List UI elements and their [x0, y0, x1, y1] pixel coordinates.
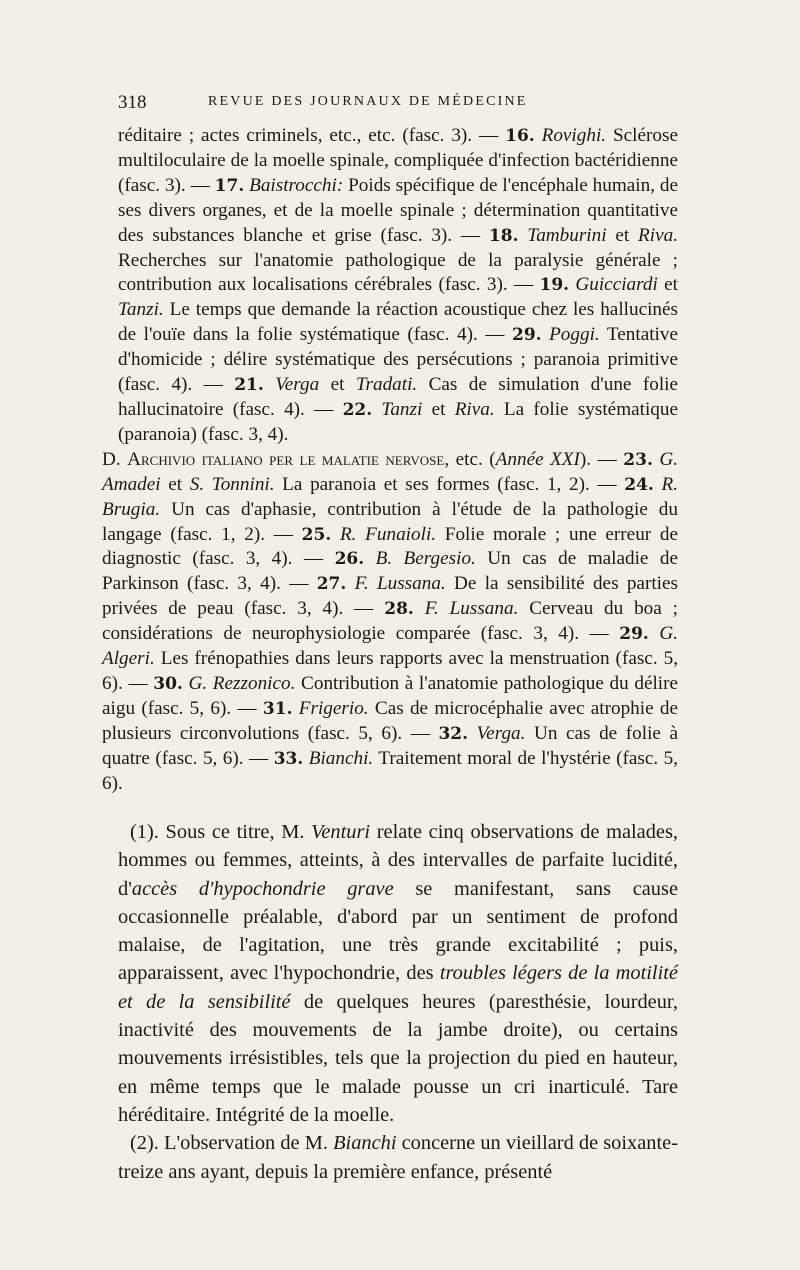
- entry-number: 25.: [301, 524, 332, 545]
- entry-number: 16.: [505, 126, 535, 146]
- author-name: R. Funaioli.: [339, 523, 437, 545]
- author-name: Verga.: [476, 722, 526, 744]
- bibliography-paragraph: réditaire ; actes criminels, etc., etc. (fasc. 3). — 16. Rovighi. Sclérose multiloculaire de la moelle spinale, compliquée d'infection bactéridienne (fasc. 3). — 17. Baistrocchi: Poids spécifique de l'encéphale humain, de ses divers organes, et de la moelle spinale ; détermination quantitative des substances blanche et grise (fasc. 3). — 18. Tamburini et Riva. Recherches sur l'anatomie pathologique de la paralysie générale ; contribution aux localisations cérébrales (fasc. 3). — 19. Guicciardi et Tanzi. Le temps que demande la réaction acoustique chez les hallucinés de l'ouïe dans la folie systématique (fasc. 4). — 29. Poggi. Tentative d'homicide ; délire systématique des persécutions ; paranoia primitive (fasc. 4). — 21. Verga et Tradati. Cas de simulation d'une folie hallucinatoire (fasc. 4). — 22. Tanzi et Riva. La folie systématique (paranoia) (fasc. 3, 4).: [118, 125, 679, 445]
- entry-number: 17.: [214, 175, 245, 196]
- entry-number: 27.: [316, 574, 347, 595]
- author-name: B. Bergesio.: [375, 548, 476, 570]
- author-name: Année XXI: [495, 448, 580, 470]
- entry-number: 28.: [384, 599, 414, 620]
- page-header: [118, 92, 678, 118]
- author-name: F. Lussana.: [424, 598, 519, 620]
- author-name: G. Algeri.: [102, 623, 679, 670]
- footnotes: [118, 818, 678, 1186]
- page-number: 318: [118, 92, 147, 113]
- author-name: G. Rezzonico.: [188, 672, 296, 694]
- author-name: Venturi: [311, 821, 371, 843]
- entry-number: 29.: [619, 624, 649, 645]
- author-name: F. Lussana.: [354, 573, 446, 595]
- author-name: R. Brugia.: [102, 473, 678, 520]
- entry-number: 24.: [624, 474, 654, 495]
- author-name: Bianchi: [333, 1132, 397, 1155]
- author-name: Rovighi.: [541, 125, 607, 146]
- author-name: Poggi.: [549, 324, 600, 346]
- author-name: Tanzi.: [118, 299, 164, 321]
- author-name: Baistrocchi:: [249, 174, 344, 196]
- entry-number: 32.: [438, 723, 469, 744]
- author-name: Riva.: [638, 224, 678, 246]
- author-name: Tanzi: [381, 398, 423, 420]
- author-name: S. Tonnini.: [189, 473, 275, 495]
- journal-title: Archivio italiano per le malatie nervose,: [127, 448, 450, 470]
- entry-number: 19.: [539, 275, 570, 296]
- entry-number: 31.: [262, 698, 293, 719]
- author-name: Tamburini: [527, 224, 607, 246]
- bibliography-list: [102, 124, 679, 796]
- author-name: Bianchi.: [308, 747, 374, 769]
- author-name: Frigerio.: [298, 697, 369, 719]
- author-name: G. Amadei: [102, 448, 679, 495]
- author-name: troubles légers de la motilité et de la sensibilité: [118, 962, 678, 1013]
- entry-number: 18.: [488, 225, 519, 246]
- footnote-2: (2). L'observation de M. Bianchi concerne un vieillard de soixante-treize ans ayant, depuis la première enfance, présenté: [118, 1132, 678, 1183]
- author-name: Tradati.: [355, 374, 418, 396]
- footnote-1: (1). Sous ce titre, M. Venturi relate cinq observations de malades, hommes ou femmes, atteints, à des intervalles de parfaite lucidité, d'accès d'hypochondrie grave se manifestant, sans cause occasionnelle préalable, d'abord par un sentiment de profond malaise, de l'agitation, une très grande excitabilité ; puis, apparaissent, avec l'hypochondrie, des troubles légers de la motilité et de la sensibilité de quelques heures (paresthésie, lourdeur, inactivité des mouvements de la jambe droite), ou certains mouvements irrésistibles, tels que la projection du pied en hauteur, en même temps que le malade pousse un cri inarticulé. Tare héréditaire. Intégrité de la moelle.: [118, 821, 678, 1126]
- entry-number: 26.: [334, 549, 365, 570]
- entry-number: 29.: [511, 325, 542, 346]
- entry-number: 22.: [342, 399, 373, 420]
- entry-number: 23.: [623, 449, 653, 470]
- author-name: Riva.: [454, 398, 495, 420]
- entry-number: 30.: [153, 673, 183, 694]
- entry-number: 21.: [234, 375, 264, 396]
- running-title: REVUE DES JOURNAUX DE MÉDECINE: [208, 94, 528, 109]
- author-name: accès d'hypochondrie grave: [131, 877, 394, 900]
- author-name: Guicciardi: [575, 274, 658, 296]
- bibliography-section-d: D. Archivio italiano per le malatie nervose, etc. (Année XXI). — 23. G. Amadei et S. Tonnini. La paranoia et ses formes (fasc. 1, 2). — 24. R. Brugia. Un cas d'aphasie, contribution à l'étude de la pathologie du langage (fasc. 1, 2). — 25. R. Funaioli. Folie morale ; une erreur de diagnostic (fasc. 3, 4). — 26. B. Bergesio. Un cas de maladie de Parkinson (fasc. 3, 4). — 27. F. Lussana. De la sensibilité des parties privées de peau (fasc. 3, 4). — 28. F. Lussana. Cerveau du boa ; considérations de neurophysiologie comparée (fasc. 3, 4). — 29. G. Algeri. Les frénopathies dans leurs rapports avec la menstruation (fasc. 5, 6). — 30. G. Rezzonico. Contribution à l'anatomie pathologique du délire aigu (fasc. 5, 6). — 31. Frigerio. Cas de microcéphalie avec atrophie de plusieurs circonvolutions (fasc. 5, 6). — 32. Verga. Un cas de folie à quatre (fasc. 5, 6). — 33. Bianchi. Traitement moral de l'hystérie (fasc. 5, 6).: [102, 448, 679, 794]
- entry-number: 33.: [273, 748, 304, 769]
- author-name: Verga: [275, 374, 320, 396]
